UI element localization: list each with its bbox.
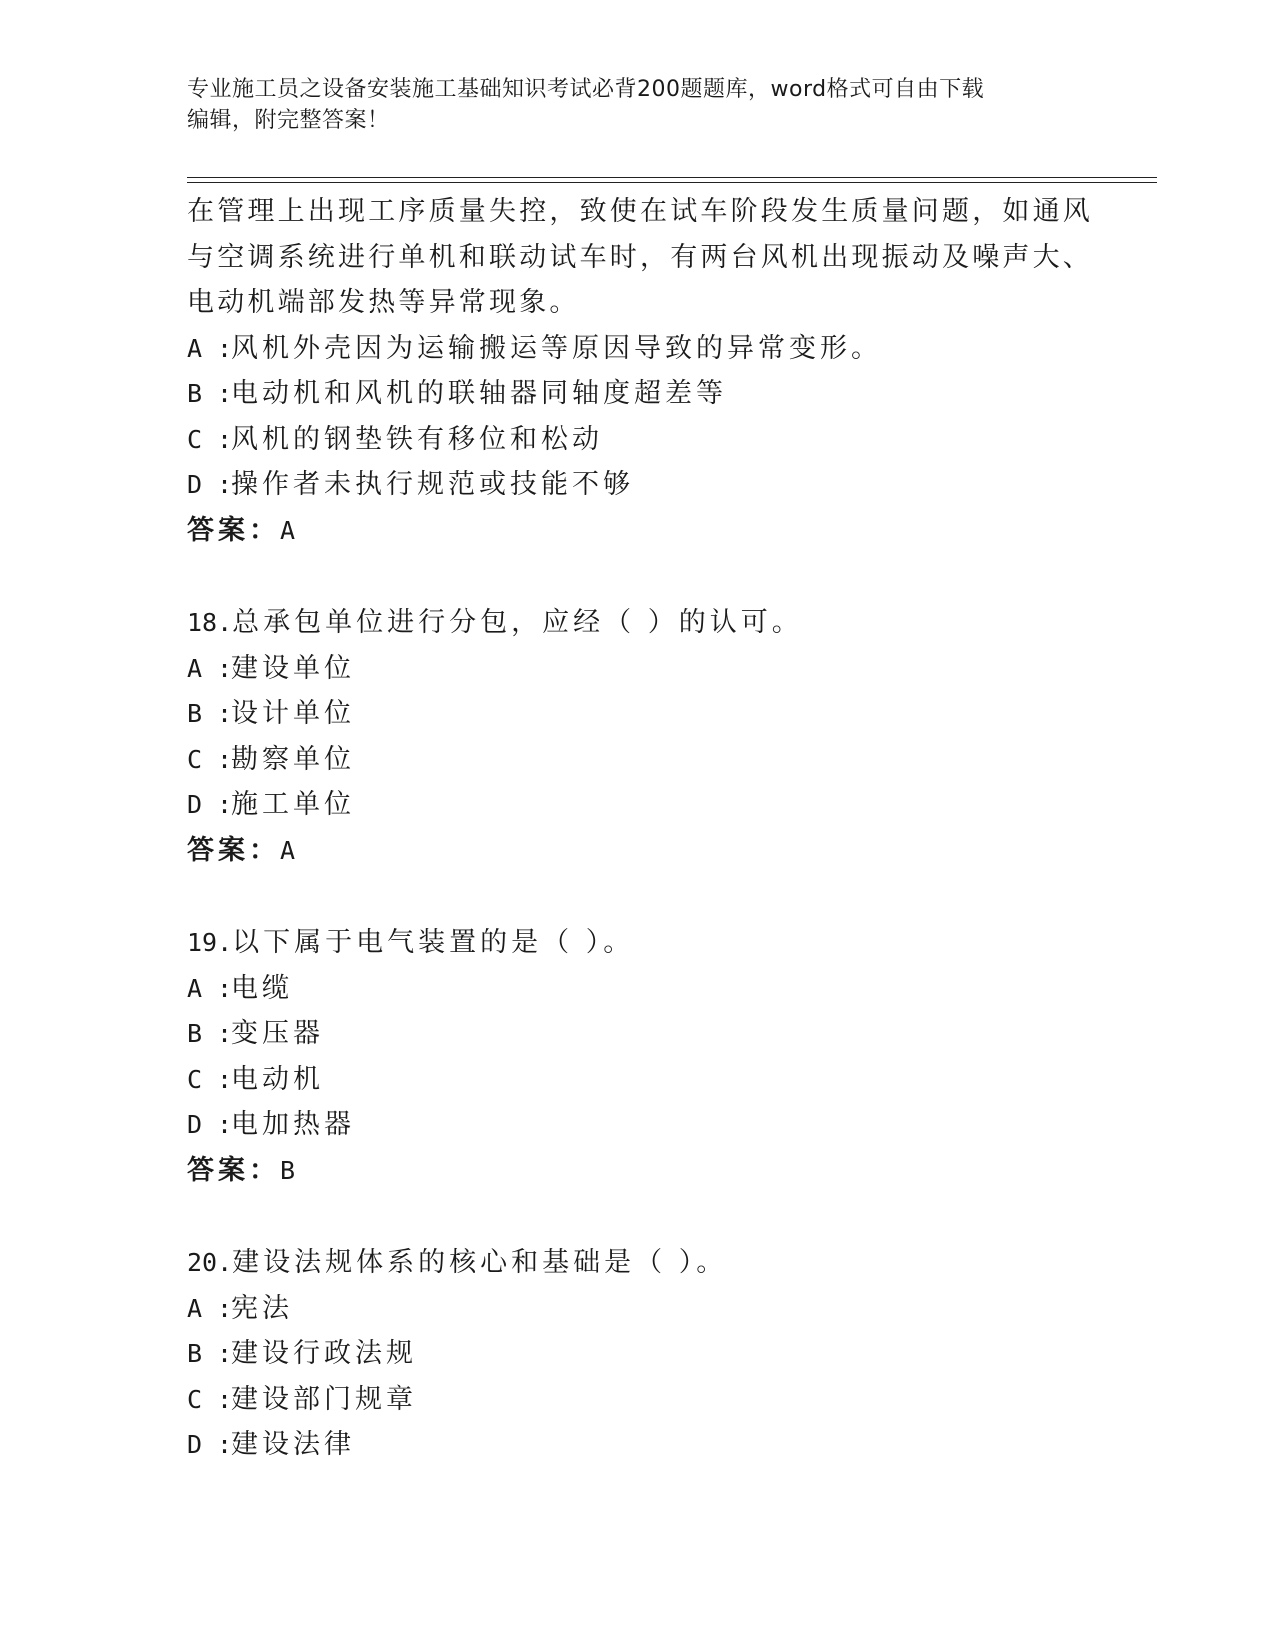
option-d: D : 操作者未执行规范或技能不够 — [187, 462, 1087, 508]
option-text: 风机外壳因为运输搬运等原因导致的异常变形。 — [231, 332, 882, 364]
option-text: 操作者未执行规范或技能不够 — [231, 469, 634, 500]
header-line-1: 专业施工员之设备安装施工基础知识考试必背200题题库，word格式可自由下载 — [187, 77, 985, 102]
answer-value: A — [280, 515, 300, 545]
option-b: B : 建设行政法规 — [187, 1331, 1087, 1377]
answer: 答案：B — [187, 1154, 300, 1186]
question-stem-line: 电动机端部发热等异常现象。 — [187, 287, 580, 318]
question-content — [187, 189, 1093, 1468]
question-19 — [187, 920, 1087, 1193]
option-text: 建设部门规章 — [231, 1383, 417, 1415]
option-text: 施工单位 — [231, 789, 355, 820]
option-d: D : 施工单位 — [187, 782, 1087, 828]
header-divider-top — [187, 177, 1157, 178]
option-text: 设计单位 — [231, 698, 355, 729]
option-c: C : 电动机 — [187, 1057, 1087, 1103]
option-text: 建设行政法规 — [231, 1338, 417, 1369]
option-b: B : 设计单位 — [187, 691, 1087, 737]
option-d: D : 电加热器 — [187, 1102, 1087, 1148]
option-c: C : 风机的钢垫铁有移位和松动 — [187, 417, 1087, 463]
option-a: A : 风机外壳因为运输搬运等原因导致的异常变形。 — [187, 326, 1087, 372]
answer: 答案：A — [187, 514, 300, 546]
option-text: 建设单位 — [231, 652, 355, 684]
option-text: 电动机 — [231, 1063, 324, 1095]
question-number: 18. — [187, 608, 233, 637]
question-number: 20. — [187, 1248, 233, 1277]
option-c: C : 建设部门规章 — [187, 1377, 1087, 1423]
answer-value: B — [280, 1155, 300, 1185]
option-text: 风机的钢垫铁有移位和松动 — [231, 423, 603, 455]
header-divider-bottom — [187, 182, 1157, 183]
answer: 答案：A — [187, 834, 300, 866]
question-stem: 19.以下属于电气装置的是（ ）。 — [187, 927, 635, 958]
option-text: 变压器 — [231, 1018, 324, 1049]
answer-value: A — [280, 835, 300, 865]
option-a: A : 电缆 — [187, 966, 1087, 1012]
question-stem: 18.总承包单位进行分包，应经（ ）的认可。 — [187, 607, 803, 638]
option-text: 电缆 — [231, 972, 293, 1004]
question-17-continuation — [187, 189, 1093, 553]
question-18 — [187, 600, 1087, 873]
option-b: B : 变压器 — [187, 1011, 1087, 1057]
option-a: A : 宪法 — [187, 1286, 1087, 1332]
question-number: 19. — [187, 928, 233, 957]
option-text: 电动机和风机的联轴器同轴度超差等 — [231, 378, 727, 409]
question-stem-line: 与空调系统进行单机和联动试车时，有两台风机出现振动及噪声大、 — [187, 241, 1093, 273]
option-d: D : 建设法律 — [187, 1422, 1087, 1468]
option-text: 建设法律 — [231, 1429, 355, 1460]
document-header — [187, 74, 1067, 136]
option-text: 勘察单位 — [231, 743, 355, 775]
question-stem-line: 在管理上出现工序质量失控，致使在试车阶段发生质量问题，如通风 — [187, 196, 1093, 227]
option-text: 电加热器 — [231, 1109, 355, 1140]
option-b: B : 电动机和风机的联轴器同轴度超差等 — [187, 371, 1087, 417]
option-text: 宪法 — [231, 1292, 293, 1324]
question-20 — [187, 1240, 1087, 1468]
option-c: C : 勘察单位 — [187, 737, 1087, 783]
question-stem: 20.建设法规体系的核心和基础是（ ）。 — [187, 1247, 728, 1278]
header-line-2: 编辑，附完整答案！ — [187, 108, 390, 133]
option-a: A : 建设单位 — [187, 646, 1087, 692]
